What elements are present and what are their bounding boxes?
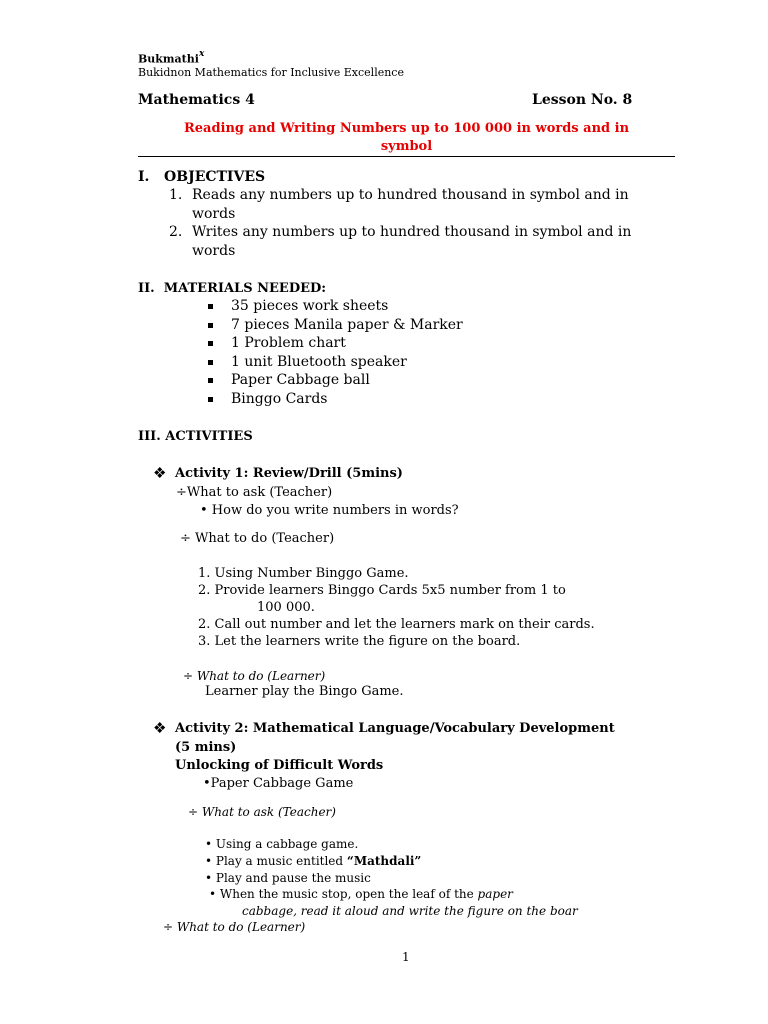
materials-heading: II. MATERIALS NEEDED: — [138, 281, 327, 296]
objective-1-number: 1. — [169, 187, 183, 203]
activity-1-step: 2. Call out number and let the learners mark on their cards. — [198, 617, 595, 632]
bullet-square-icon — [208, 378, 213, 383]
activity-2-title: Activity 2: Mathematical Language/Vocabulary Development — [175, 721, 615, 736]
activity-2-game: •Paper Cabbage Game — [203, 776, 354, 791]
subject-label: Mathematics 4 — [138, 92, 255, 108]
activity-1-ask-label: ÷What to ask (Teacher) — [176, 485, 333, 500]
activity-1-do-label: ÷ What to do (Teacher) — [180, 531, 335, 546]
objectives-heading: I. OBJECTIVES — [138, 169, 266, 185]
bullet-square-icon — [208, 304, 213, 309]
activity-1-step: 2. Provide learners Binggo Cards 5x5 number from 1 to — [198, 583, 566, 598]
diamond-bullet-icon: ❖ — [153, 719, 167, 737]
activity-2-item: • Play and pause the music — [205, 871, 371, 885]
objective-1-text: Reads any numbers up to hundred thousand in symbol and in — [192, 187, 629, 203]
activity-1-step: 3. Let the learners write the figure on the board. — [198, 634, 521, 649]
material-item: 1 unit Bluetooth speaker — [231, 354, 407, 370]
activity-2-subtitle: Unlocking of Difficult Words — [175, 758, 384, 773]
bullet-square-icon — [208, 323, 213, 328]
brand-name: Bukmathi$^x$ — [138, 49, 205, 66]
title-divider — [138, 156, 675, 157]
bullet-square-icon — [208, 341, 213, 346]
lesson-title-line1: Reading and Writing Numbers up to 100 000 in words and in — [183, 121, 630, 136]
objective-2-text-cont: words — [192, 243, 236, 259]
lesson-number: Lesson No. 8 — [532, 92, 633, 108]
activity-2-item: • Using a cabbage game. — [205, 837, 359, 851]
brand-superscript: x — [198, 49, 205, 59]
bullet-square-icon — [208, 360, 213, 365]
bullet-square-icon — [208, 397, 213, 402]
activities-heading: III. ACTIVITIES — [138, 429, 253, 444]
activity-1-learner-text: Learner play the Bingo Game. — [205, 684, 404, 699]
objective-2-number: 2. — [169, 224, 183, 240]
activity-2-learner-label: ÷ What to do (Learner) — [163, 920, 306, 934]
activity-2-music-item: • Play a music entitled “Mathdali” — [205, 854, 422, 868]
objective-2-text: Writes any numbers up to hundred thousand in symbol and in — [192, 224, 632, 240]
material-item: 35 pieces work sheets — [231, 298, 389, 314]
page-number: 1 — [402, 950, 410, 964]
diamond-bullet-icon: ❖ — [153, 464, 167, 482]
objective-1-text-cont: words — [192, 206, 236, 222]
lesson-title-line2: symbol — [380, 139, 433, 154]
activity-2-title-cont: (5 mins) — [175, 740, 237, 755]
activity-1-step: 1. Using Number Binggo Game. — [198, 566, 409, 581]
activity-1-title: Activity 1: Review/Drill (5mins) — [175, 466, 403, 481]
material-item: Paper Cabbage ball — [231, 372, 370, 388]
activity-1-step-cont: 100 000. — [257, 600, 315, 615]
material-item: Binggo Cards — [231, 391, 328, 407]
material-item: 7 pieces Manila paper & Marker — [231, 317, 463, 333]
music-title: “Mathdali” — [346, 854, 422, 868]
activity-2-ask-label: ÷ What to ask (Teacher) — [188, 805, 336, 819]
activity-2-stop-item-cont: cabbage, read it aloud and write the figure on the boar — [242, 904, 578, 918]
material-item: 1 Problem chart — [231, 335, 346, 351]
brand-subtitle: Bukidnon Mathematics for Inclusive Excellence — [138, 66, 404, 79]
activity-1-learner-label: ÷ What to do (Learner) — [183, 669, 326, 683]
activity-2-stop-item: • When the music stop, open the leaf of the paper — [209, 887, 513, 901]
activity-1-ask-item: • How do you write numbers in words? — [200, 503, 459, 518]
